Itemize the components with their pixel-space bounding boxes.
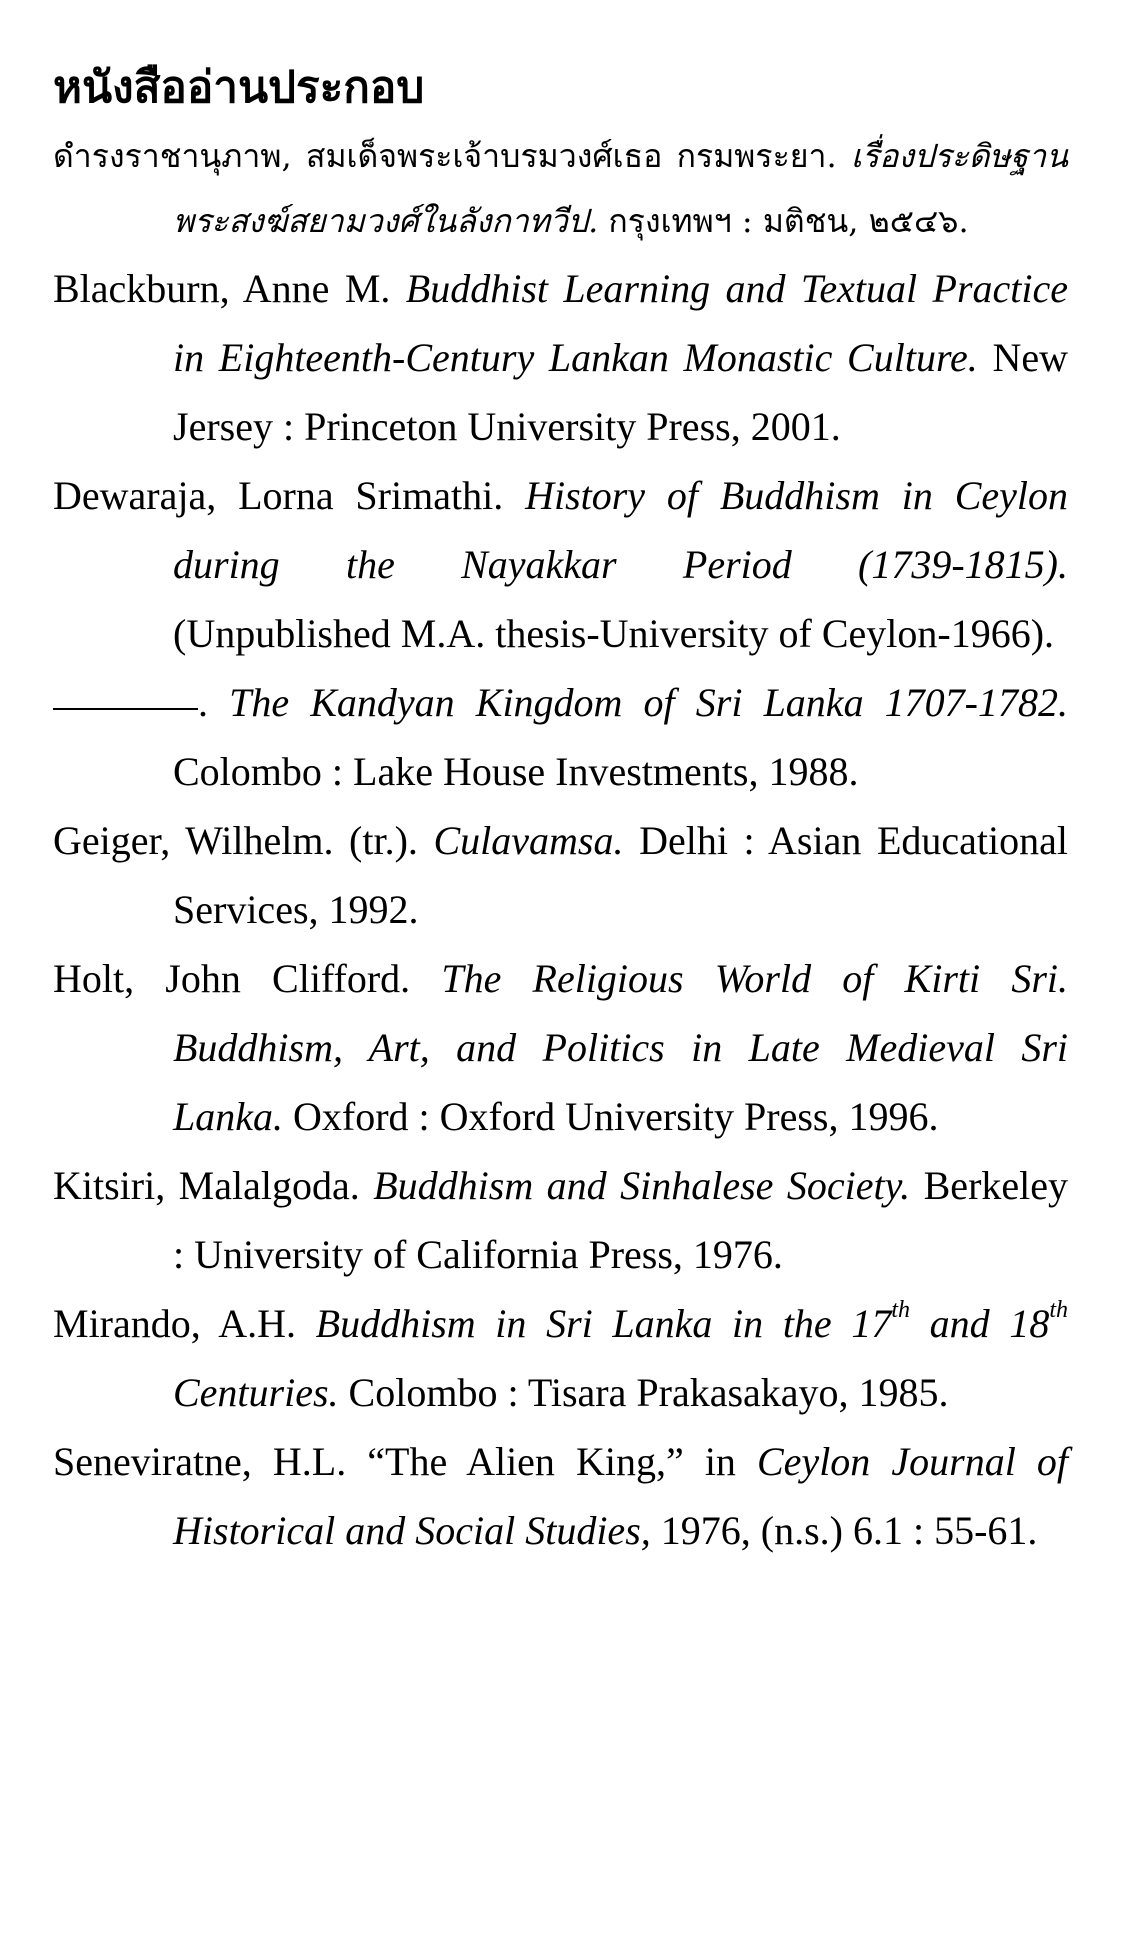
bibliography-entry-mirando [53, 1289, 1068, 1427]
entry-publication: Delhi : Asian Educational Services, 1992. [173, 818, 1068, 932]
entry-author: Kitsiri, Malalgoda. [53, 1163, 374, 1208]
ordinal-suffix: th [891, 1296, 911, 1323]
entry-publication: Colombo : Tisara Prakasakayo, 1985. [338, 1370, 949, 1415]
entry-publication: (Unpublished M.A. thesis-University of Ceylon-1966). [173, 611, 1055, 656]
entry-title: Buddhist Learning and Textual Practice in Eighteenth-Century Lankan Monastic Culture. [173, 266, 1069, 380]
entry-title: Buddhism and Sinhalese Society. [373, 1163, 911, 1208]
entry-author: . [198, 680, 230, 725]
bibliography-entry-kitsiri [53, 1151, 1068, 1289]
entry-title: The Religious World of Kirti Sri. Buddhism, Art, and Politics in Late Medieval Sri Lanka. [173, 956, 1068, 1139]
entry-title: Ceylon Journal of Historical and Social Studies, [173, 1439, 1068, 1553]
entry-publication: Oxford : Oxford University Press, 1996. [283, 1094, 939, 1139]
bibliography-entry-seneviratne [53, 1427, 1068, 1565]
entry-author: ดำรงราชานุภาพ, สมเด็จพระเจ้าบรมวงศ์เธอ กรมพระยา. [53, 137, 851, 175]
entry-publication: Berkeley : University of California Press, 1976. [173, 1163, 1069, 1277]
entry-author: Blackburn, Anne M. [53, 266, 406, 311]
entry-author: Holt, John Clifford. [53, 956, 442, 1001]
entry-author: Dewaraja, Lorna Srimathi. [53, 473, 526, 518]
entry-publication: กรุงเทพฯ : มติชน, ๒๕๔๖. [598, 202, 969, 240]
entry-title: Culavamsa. [433, 818, 624, 863]
entry-publication: 1976, (n.s.) 6.1 : 55-61. [650, 1508, 1038, 1553]
bibliography-entry-dewaraja [53, 461, 1068, 668]
entry-author: Seneviratne, H.L. “The Alien King,” in [53, 1439, 757, 1484]
bibliography-page [53, 58, 1068, 1565]
ordinal-suffix: th [1049, 1296, 1068, 1323]
entry-title: History of Buddhism in Ceylon during the Nayakkar Period (1739-1815). [173, 473, 1068, 587]
entry-title-part: and 18 [910, 1301, 1050, 1346]
entry-title-part: Centuries. [173, 1370, 339, 1415]
bibliography-entry-dewaraja-2 [53, 668, 1068, 806]
entry-publication: New Jersey : Princeton University Press, 2001. [173, 335, 1068, 449]
entry-title-part: Buddhism in Sri Lanka in the 17 [315, 1301, 892, 1346]
entry-publication: Colombo : Lake House Investments, 1988. [173, 749, 859, 794]
bibliography-entry-damrong [53, 124, 1068, 254]
entry-title: เรื่องประดิษฐานพระสงฆ์สยามวงศ์ในลังกาทวีป. [173, 137, 1068, 240]
entry-author: Geiger, Wilhelm. (tr.). [53, 818, 434, 863]
bibliography-entry-blackburn [53, 254, 1068, 461]
bibliography-entry-holt [53, 944, 1068, 1151]
bibliography-entry-geiger [53, 806, 1068, 944]
entry-title: The Kandyan Kingdom of Sri Lanka 1707-1782. [229, 680, 1068, 725]
entry-author: Mirando, A.H. [53, 1301, 316, 1346]
page-heading: หนังสืออ่านประกอบ [53, 62, 425, 113]
repeat-author-dash [53, 707, 198, 710]
